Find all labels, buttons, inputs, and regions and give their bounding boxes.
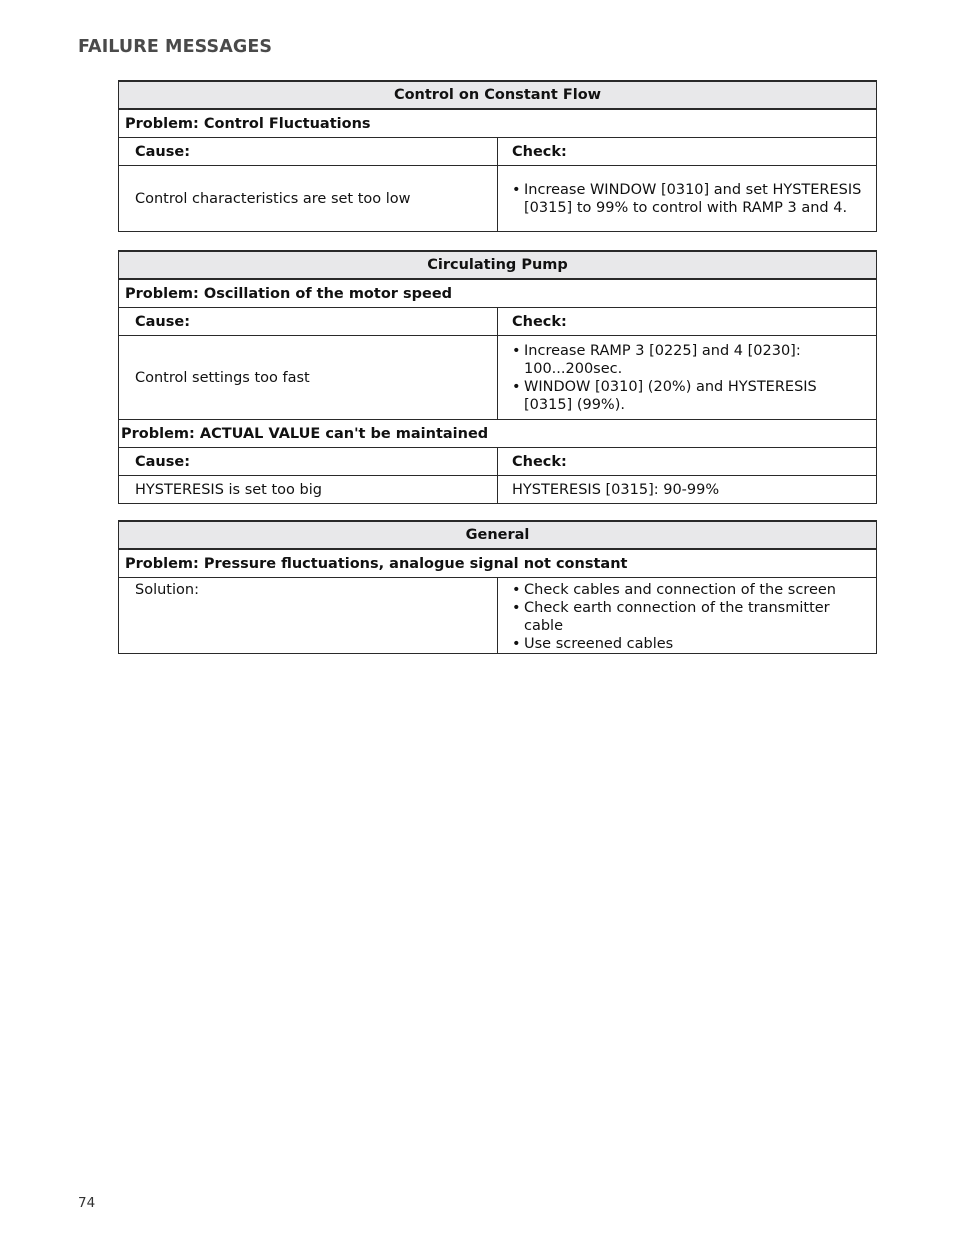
problem-title: Problem: ACTUAL VALUE can't be maintained — [119, 420, 877, 448]
problem-row — [119, 549, 877, 578]
check-cell — [498, 166, 877, 232]
section-header-row — [119, 521, 877, 549]
check-header: Check: — [498, 448, 877, 476]
cause-cell: Control characteristics are set too low — [119, 166, 498, 232]
section-header-row — [119, 251, 877, 279]
cause-header: Cause: — [119, 308, 498, 336]
solution-label: Solution: — [119, 578, 498, 654]
section-title: Control on Constant Flow — [119, 81, 877, 109]
section-title: Circulating Pump — [119, 251, 877, 279]
check-cell: HYSTERESIS [0315]: 90-99% — [498, 476, 877, 504]
table-row — [119, 476, 877, 504]
table-row — [119, 578, 877, 654]
table-row — [119, 166, 877, 232]
problem-row — [119, 279, 877, 308]
check-item: • Check cables and connection of the screen — [512, 581, 866, 599]
check-cell — [498, 336, 877, 420]
check-list — [512, 181, 866, 217]
cause-header: Cause: — [119, 448, 498, 476]
table-row — [119, 336, 877, 420]
problem-title: Problem: Control Fluctuations — [119, 109, 877, 138]
check-item: • Check earth connection of the transmitter cable — [512, 599, 866, 635]
section-header-row — [119, 81, 877, 109]
section-title: General — [119, 521, 877, 549]
column-header-row — [119, 448, 877, 476]
problem-title: Problem: Pressure fluctuations, analogue signal not constant — [119, 549, 877, 578]
table-control-constant-flow — [118, 80, 877, 232]
cause-cell: HYSTERESIS is set too big — [119, 476, 498, 504]
check-cell — [498, 578, 877, 654]
check-list — [512, 581, 866, 653]
check-item: • WINDOW [0310] (20%) and HYSTERESIS [0315] (99%). — [512, 378, 866, 414]
page-number: 74 — [78, 1195, 96, 1211]
problem-row — [119, 420, 877, 448]
check-item: • Increase WINDOW [0310] and set HYSTERESIS [0315] to 99% to control with RAMP 3 and 4. — [512, 181, 866, 217]
check-header: Check: — [498, 138, 877, 166]
check-list — [512, 342, 866, 414]
cause-cell: Control settings too fast — [119, 336, 498, 420]
cause-header: Cause: — [119, 138, 498, 166]
table-circulating-pump — [118, 250, 877, 504]
table-general — [118, 520, 877, 654]
problem-row — [119, 109, 877, 138]
check-header: Check: — [498, 308, 877, 336]
column-header-row — [119, 138, 877, 166]
check-item: • Use screened cables — [512, 635, 866, 653]
problem-title: Problem: Oscillation of the motor speed — [119, 279, 877, 308]
column-header-row — [119, 308, 877, 336]
check-item: • Increase RAMP 3 [0225] and 4 [0230]: 100...200sec. — [512, 342, 866, 378]
page-heading: FAILURE MESSAGES — [78, 37, 273, 57]
